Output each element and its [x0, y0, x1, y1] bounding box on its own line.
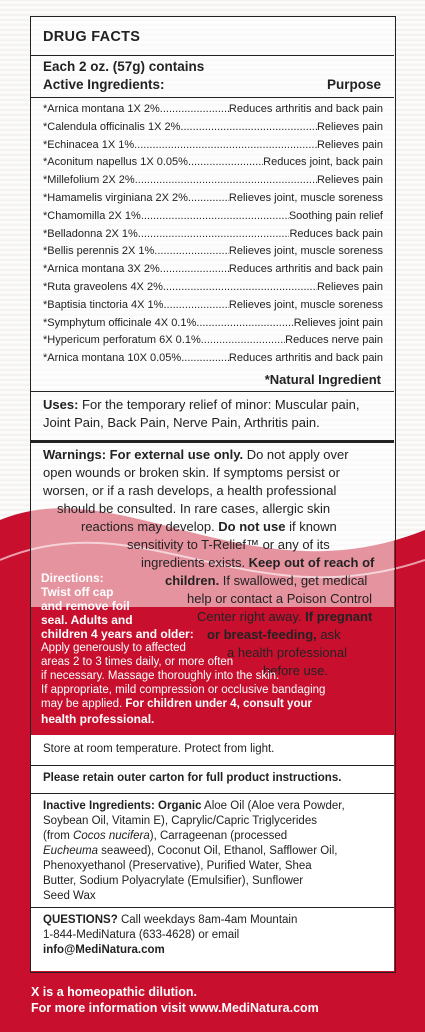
ingredient-purpose: Reduces back pain — [289, 227, 383, 240]
warnings-text: Do not apply over — [243, 447, 349, 462]
directions-line: Twist off cap — [41, 585, 114, 599]
warnings-line — [165, 573, 367, 588]
leader-dots — [196, 317, 293, 329]
drug-facts-title: DRUG FACTS — [43, 29, 141, 45]
ingredient-row — [43, 281, 383, 293]
ingredient-name: *Calendula officinalis 1X 2% — [43, 120, 181, 133]
ingredient-row — [43, 103, 383, 115]
ingredient-row — [43, 156, 383, 168]
ingredient-name: *Bellis perennis 2X 1% — [43, 245, 155, 258]
directions-bold: For children under 4, consult your — [125, 698, 312, 710]
ingredient-name: *Symphytum officinale 4X 0.1% — [43, 316, 197, 329]
directions-line: if necessary. Massage thoroughly into the skin. — [41, 670, 280, 682]
leader-dots — [160, 263, 229, 275]
warnings-line: help or contact a Poison Control — [187, 591, 372, 606]
questions-text: Call weekdays 8am-4am Mountain — [117, 914, 298, 926]
warnings-text: if known — [285, 519, 337, 534]
retain-carton-text: Please retain outer carton for full product instructions. — [43, 772, 342, 784]
ingredient-purpose: Relieves pain — [316, 120, 383, 133]
inactive-italic: Cocos nucifera — [73, 830, 150, 842]
warnings-line — [207, 627, 341, 642]
divider — [31, 55, 394, 56]
ingredient-purpose: Soothing pain relief — [288, 209, 383, 222]
directions-line: health professional. — [41, 712, 155, 726]
ingredient-name: *Arnica montana 3X 2% — [43, 263, 160, 276]
active-ingredients-label: Active Ingredients: — [43, 77, 165, 92]
leader-dots — [181, 352, 229, 364]
leader-dots — [163, 299, 228, 311]
ingredient-name: *Belladonna 2X 1% — [43, 227, 138, 240]
leader-dots — [188, 192, 229, 204]
questions-label: QUESTIONS? — [43, 914, 118, 926]
ingredient-name: *Millefolium 2X 2% — [43, 174, 135, 187]
leader-dots — [188, 156, 263, 168]
inactive-ingredients-line: Phenoxyethanol (Preservative), Purified Water, Shea — [43, 860, 312, 872]
leader-dots — [134, 139, 317, 151]
leader-dots — [160, 103, 229, 115]
warnings-text: Center right away. — [197, 609, 306, 624]
ingredient-name: *Arnica montana 10X 0.05% — [43, 352, 182, 365]
inactive-ingredients-line — [43, 844, 337, 859]
directions-line: and remove foil — [41, 599, 130, 613]
warnings-line: sensitivity to T-Relief™ or any of its — [127, 537, 330, 552]
leader-dots — [154, 245, 229, 257]
leader-dots — [180, 121, 317, 133]
warnings-text: ask — [316, 627, 341, 642]
ingredient-row — [43, 174, 383, 186]
divider — [31, 97, 394, 98]
ingredient-purpose: Relieves joint, muscle soreness — [228, 298, 383, 311]
warnings-text: ingredients exists. — [141, 555, 249, 570]
warnings-bold: Keep out of reach of — [248, 555, 375, 570]
leader-dots — [138, 228, 290, 240]
questions-line — [43, 913, 297, 928]
footer-website: For more information visit www.MediNatura.com — [31, 1001, 319, 1015]
warnings-text: reactions may develop. — [81, 519, 219, 534]
ingredient-purpose: Relieves joint, muscle soreness — [228, 245, 383, 258]
directions-line: If appropriate, mild compression or occlusive bandaging — [41, 684, 326, 696]
ingredient-row — [43, 317, 383, 329]
inactive-label: Inactive Ingredients: Organic — [43, 800, 202, 812]
warnings-bold: If pregnant — [305, 609, 373, 624]
ingredient-row — [43, 299, 383, 311]
drug-facts-panel — [30, 16, 396, 973]
uses-text: For the temporary relief of minor: Muscular pain, — [78, 397, 360, 412]
warnings-bold: Do not use — [218, 519, 286, 534]
ingredient-purpose: Relieves pain — [316, 174, 383, 187]
ingredient-row — [43, 192, 383, 204]
inactive-ingredients-line: Soybean Oil, Vitamin E), Caprylic/Capric Triglycerides — [43, 815, 317, 827]
divider — [31, 440, 394, 443]
warnings-line — [43, 447, 349, 462]
divider — [31, 391, 394, 392]
warnings-line: should be consulted. In rare cases, allergic skin — [57, 501, 331, 516]
ingredient-name: *Hamamelis virginiana 2X 2% — [43, 192, 188, 204]
inactive-text: (from — [43, 830, 74, 842]
ingredient-purpose: Relieves joint pain — [293, 316, 383, 329]
warnings-text: If swallowed, get medical — [219, 573, 368, 588]
directions-line: children 4 years and older: — [41, 627, 194, 641]
leader-dots — [163, 281, 317, 293]
ingredient-name: *Baptisia tinctoria 4X 1% — [43, 298, 164, 311]
leader-dots — [141, 210, 289, 222]
uses-section — [43, 396, 359, 432]
inactive-text: Aloe Oil (Aloe vera Powder, — [201, 800, 345, 812]
directions-line — [41, 698, 312, 710]
warnings-line: worsen, or if a rash develops, a health professional — [43, 483, 337, 498]
inactive-italic: Eucheuma — [43, 845, 98, 857]
ingredient-purpose: Reduces joint, back pain — [263, 156, 383, 169]
inactive-ingredients-line — [43, 829, 287, 844]
warnings-label: Warnings: For external use only. — [43, 447, 244, 462]
ingredient-name: *Arnica montana 1X 2% — [43, 103, 160, 115]
ingredient-row — [43, 352, 383, 364]
ingredient-name: *Hypericum perforatum 6X 0.1% — [43, 334, 201, 347]
natural-ingredient-note: *Natural Ingredient — [264, 372, 381, 387]
ingredient-row — [43, 139, 383, 151]
questions-line: 1-844-MediNatura (633-4628) or email — [43, 929, 240, 941]
directions-line: areas 2 to 3 times daily, or more often — [41, 656, 234, 668]
warnings-line — [81, 519, 337, 534]
questions-email: info@MediNatura.com — [43, 944, 165, 956]
leader-dots — [201, 334, 285, 346]
warnings-line — [141, 555, 374, 570]
leader-dots — [135, 174, 317, 186]
purpose-label: Purpose — [326, 77, 381, 92]
warnings-bold: or breast-feeding, — [207, 627, 317, 642]
ingredient-name: *Chamomilla 2X 1% — [43, 209, 141, 222]
inactive-ingredients-line — [43, 799, 345, 814]
ingredient-row — [43, 245, 383, 257]
uses-label: Uses: — [43, 397, 79, 412]
ingredient-row — [43, 334, 383, 346]
ingredient-purpose: Reduces arthritis and back pain — [228, 352, 383, 365]
inactive-text: ), Carrageenan (processed — [149, 830, 288, 842]
uses-text: Joint Pain, Back Pain, Nerve Pain, Arthritis pain. — [43, 415, 320, 430]
warnings-line — [197, 609, 372, 624]
ingredient-row — [43, 263, 383, 275]
ingredient-row — [43, 210, 383, 222]
ingredient-name: *Echinacea 1X 1% — [43, 138, 135, 151]
ingredient-purpose: Relieves pain — [316, 281, 383, 293]
divider — [31, 765, 394, 766]
divider — [31, 793, 394, 794]
directions-text: may be applied. — [41, 698, 126, 710]
directions-line: Apply generously to affected — [41, 642, 186, 654]
ingredient-purpose: Reduces arthritis and back pain — [228, 263, 383, 276]
divider — [31, 907, 394, 908]
warnings-line: before use. — [263, 663, 329, 678]
directions-line: seal. Adults and — [41, 613, 133, 627]
ingredient-name: *Aconitum napellus 1X 0.05% — [43, 156, 188, 169]
storage-text: Store at room temperature. Protect from light. — [43, 743, 275, 755]
warnings-line: open wounds or broken skin. If symptoms persist or — [43, 465, 340, 480]
size-line: Each 2 oz. (57g) contains — [43, 59, 205, 74]
warnings-line: a health professional — [227, 645, 347, 660]
inactive-ingredients-line: Seed Wax — [43, 890, 96, 902]
warnings-bold: children. — [165, 573, 220, 588]
ingredient-purpose: Reduces arthritis and back pain — [228, 103, 383, 115]
footer-dilution-note: X is a homeopathic dilution. — [31, 985, 197, 999]
directions-line: Directions: — [41, 571, 104, 585]
ingredient-purpose: Reduces nerve pain — [285, 334, 383, 347]
ingredient-name: *Ruta graveolens 4X 2% — [43, 281, 163, 293]
ingredient-row — [43, 121, 383, 133]
inactive-ingredients-line: Butter, Sodium Polyacrylate (Emulsifier), Sunflower — [43, 875, 304, 887]
ingredient-purpose: Relieves pain — [316, 138, 383, 151]
inactive-text: seaweed), Coconut Oil, Ethanol, Safflower Oil, — [97, 845, 338, 857]
ingredient-row — [43, 228, 383, 240]
ingredient-purpose: Relieves joint, muscle soreness — [228, 192, 383, 204]
